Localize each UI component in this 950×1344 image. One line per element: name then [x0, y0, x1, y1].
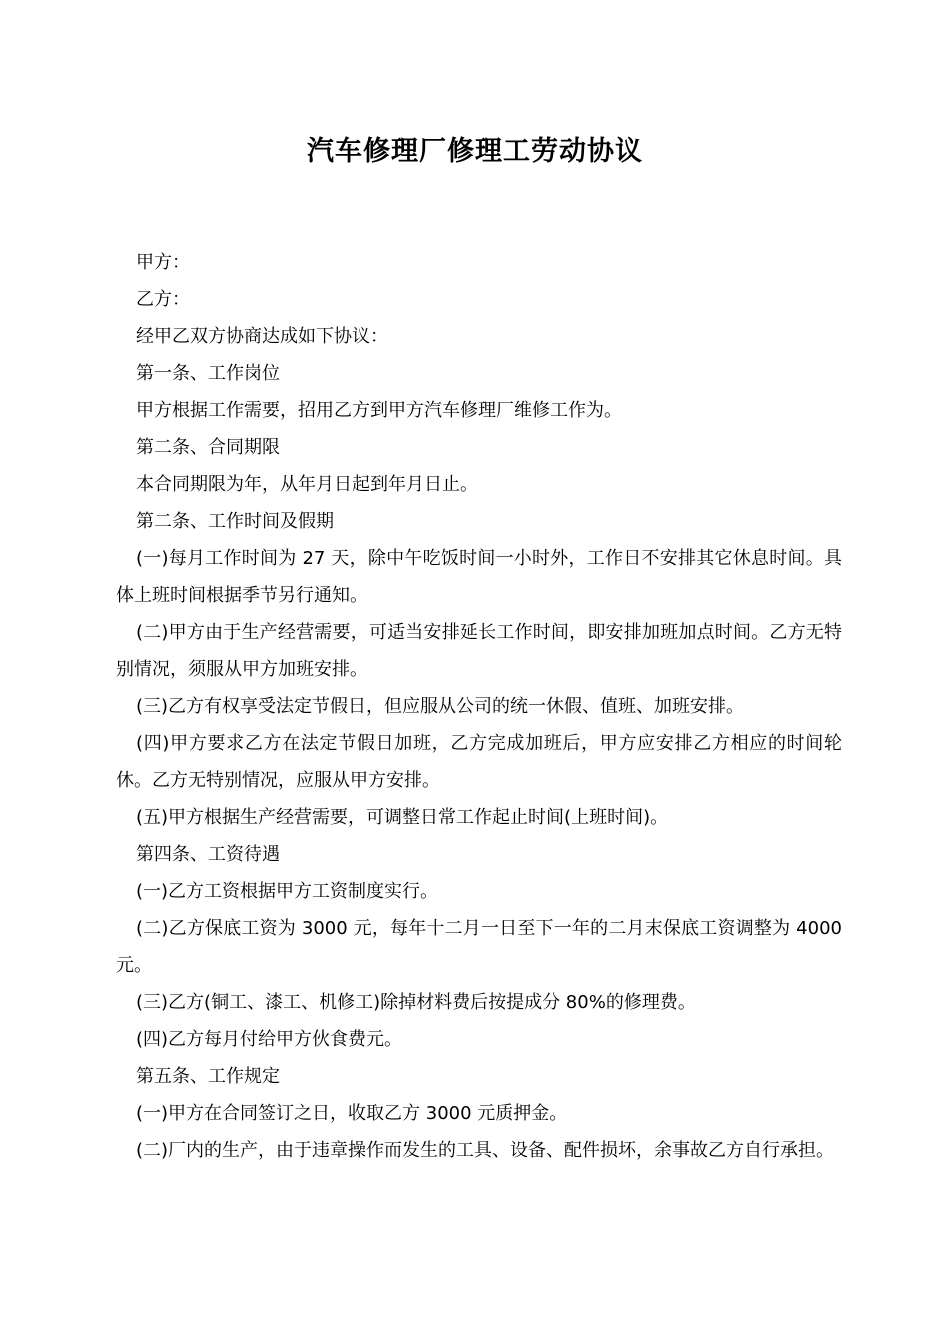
clause-paragraph: (四)甲方要求乙方在法定节假日加班，乙方完成加班后，甲方应安排乙方相应的时间轮休。乙方无特别情况，应服从甲方安排。	[116, 733, 842, 791]
document-title: 汽车修理厂修理工劳动协议	[307, 136, 643, 167]
clause-paragraph: (二)乙方保底工资为 3000 元，每年十二月一日至下一年的二月末保底工资调整为 4000 元。	[116, 918, 842, 976]
article-heading: 第四条、工资待遇	[136, 844, 280, 865]
clause-paragraph: (三)乙方(铜工、漆工、机修工)除掉材料费后按提成分 80%的修理费。	[136, 992, 696, 1013]
clause-paragraph: (五)甲方根据生产经营需要，可调整日常工作起止时间(上班时间)。	[136, 807, 669, 828]
clause-paragraph: (一)每月工作时间为 27 天，除中午吃饭时间一小时外，工作日不安排其它休息时间。具体上班时间根据季节另行通知。	[116, 548, 842, 606]
clause-paragraph: (二)厂内的生产，由于违章操作而发生的工具、设备、配件损坏，余事故乙方自行承担。	[136, 1140, 835, 1161]
article-heading: 第二条、工作时间及假期	[136, 511, 334, 532]
clause-paragraph: (一)甲方在合同签订之日，收取乙方 3000 元质押金。	[136, 1103, 568, 1124]
article-heading: 第五条、工作规定	[136, 1066, 280, 1087]
clause-paragraph: (四)乙方每月付给甲方伙食费元。	[136, 1029, 403, 1050]
clause-paragraph: (二)甲方由于生产经营需要，可适当安排延长工作时间，即安排加班加点时间。乙方无特别情况，须服从甲方加班安排。	[116, 622, 842, 680]
clause-paragraph: (三)乙方有权享受法定节假日，但应服从公司的统一休假、值班、加班安排。	[136, 696, 745, 717]
article-paragraph: 甲方根据工作需要，招用乙方到甲方汽车修理厂维修工作为。	[136, 400, 622, 421]
document-body	[116, 244, 842, 1169]
party-b-line: 乙方：	[136, 289, 190, 310]
article-paragraph: 本合同期限为年，从年月日起到年月日止。	[136, 474, 478, 495]
article-heading: 第二条、合同期限	[136, 437, 280, 458]
article-heading: 第一条、工作岗位	[136, 363, 280, 384]
party-a-line: 甲方：	[136, 252, 190, 273]
agreement-intro: 经甲乙双方协商达成如下协议：	[136, 326, 388, 347]
clause-paragraph: (一)乙方工资根据甲方工资制度实行。	[136, 881, 439, 902]
